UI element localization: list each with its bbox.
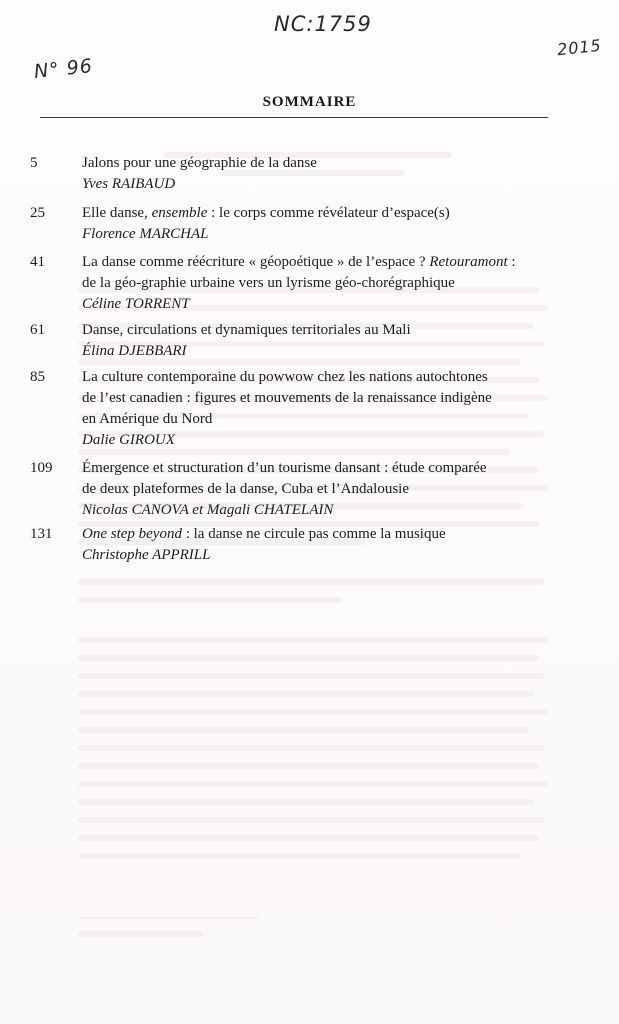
page-number: 25 <box>30 205 45 221</box>
entry-text <box>82 524 562 566</box>
entry-title: La danse comme réécriture « géopoétique » de l’espace ? Retouramont : <box>82 254 516 270</box>
entry-title-continued: en Amérique du Nord <box>82 411 213 427</box>
entry-author: Dalie GIROUX <box>82 432 175 448</box>
page-number: 61 <box>30 322 45 338</box>
bleed-through-paragraph <box>78 275 558 871</box>
page-number: 41 <box>30 254 45 270</box>
entry-title: Elle danse, ensemble : le corps comme révélateur d’espace(s) <box>82 205 450 221</box>
entry-title: Jalons pour une géographie de la danse <box>82 155 317 171</box>
entry-text <box>82 252 562 315</box>
handwritten-issue-number: N° 96 <box>33 54 94 84</box>
entry-text <box>82 458 562 521</box>
page-number: 5 <box>30 155 38 171</box>
entry-title: Émergence et structuration d’un tourisme dansant : étude comparée <box>82 460 487 476</box>
entry-author: Yves RAIBAUD <box>82 176 176 192</box>
entry-text <box>82 203 562 245</box>
entry-author: Christophe APPRILL <box>82 547 211 563</box>
page-title: SOMMAIRE <box>262 94 357 110</box>
entry-text <box>82 153 562 195</box>
entry-title-continued: de la géo-graphie urbaine vers un lyrisme géo-chorégraphique <box>82 275 455 291</box>
entry-text <box>82 320 562 362</box>
entry-text <box>82 367 562 451</box>
entry-title: La culture contemporaine du powwow chez les nations autochtones <box>82 369 488 385</box>
handwritten-catalog-code: NC:1759 <box>274 12 372 36</box>
page-number: 85 <box>30 369 45 385</box>
handwritten-year: 2015 <box>556 35 603 60</box>
entry-title-continued: de deux plateformes de la danse, Cuba et l’Andalousie <box>82 481 409 497</box>
bleed-through-footnote <box>78 905 558 949</box>
entry-author: Florence MARCHAL <box>82 226 209 242</box>
entry-author: Nicolas CANOVA et Magali CHATELAIN <box>82 502 334 518</box>
entry-author: Élina DJEBBARI <box>82 343 187 359</box>
page-number: 109 <box>30 460 53 476</box>
title-underline <box>40 117 548 118</box>
page-number: 131 <box>30 526 53 542</box>
entry-title: Danse, circulations et dynamiques territoriales au Mali <box>82 322 411 338</box>
entry-title-continued: de l’est canadien : figures et mouvements de la renaissance indigène <box>82 390 492 406</box>
entry-title: One step beyond : la danse ne circule pas comme la musique <box>82 526 446 542</box>
entry-author: Céline TORRENT <box>82 296 190 312</box>
